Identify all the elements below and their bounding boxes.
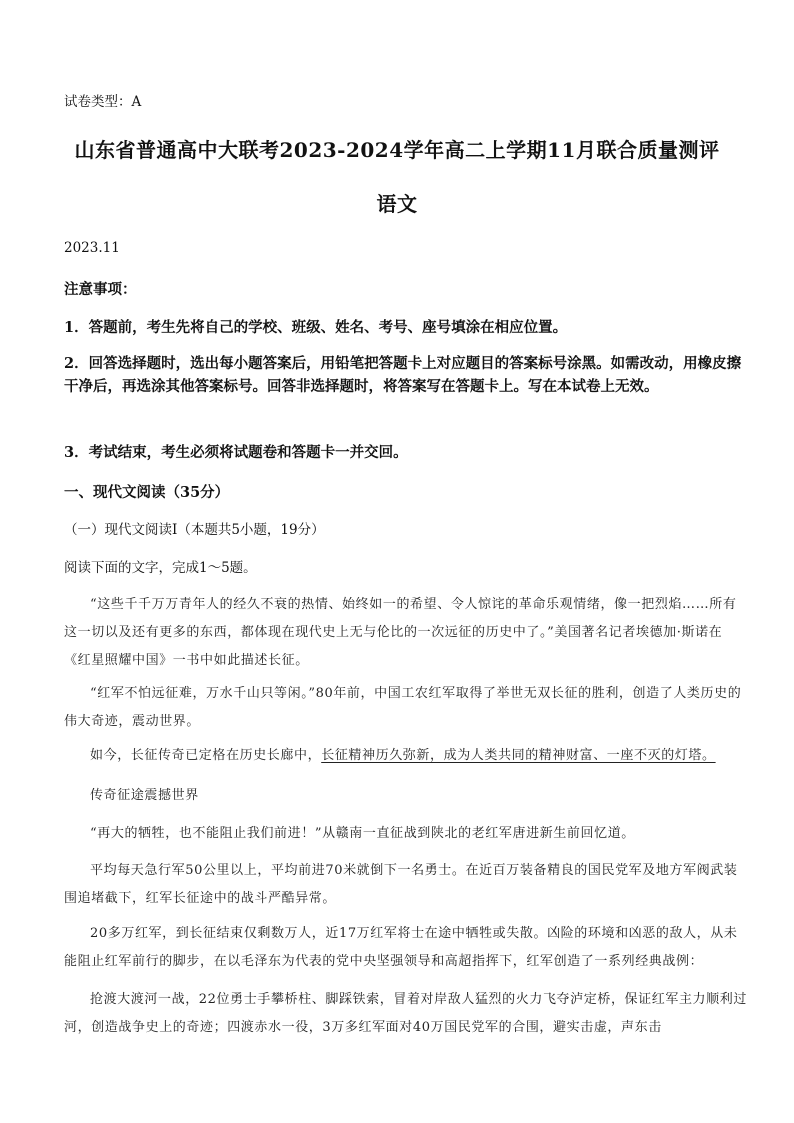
note-item-1: 1．答题前，考生先将自己的学校、班级、姓名、考号、座号填涂在相应位置。 (64, 319, 568, 336)
passage-paragraph: 抢渡大渡河一战，22位勇士手攀桥柱、脚踩铁索，冒着对岸敌人猛烈的火力飞夺泸定桥，保证红军主力顺利过河，创造战争史上的奇迹；四渡赤水一役，3万多红军面对40万国民党军的合围，避实击虚，声东击 (64, 992, 747, 1035)
passage-paragraph: “再大的牺牲，也不能阻止我们前进！”从赣南一直征战到陕北的老红军唐进新生前回忆道。 (90, 826, 635, 841)
passage-paragraph: “这些千千万万青年人的经久不衰的热情、始终如一的希望、令人惊诧的革命乐观情绪，像一把烈焰……所有这一切以及还有更多的东西，都体现在现代史上无与伦比的一次远征的历史中了。”美国著名记者埃德加·斯诺在《红星照耀中国》一书中如此描述长征。 (64, 597, 737, 668)
exam-date: 2023.11 (64, 240, 120, 256)
notes-heading: 注意事项： (64, 281, 137, 298)
passage-subheading: 传奇征途震撼世界 (90, 788, 199, 803)
reading-instruction: 阅读下面的文字，完成1～5题。 (64, 560, 257, 576)
underlined-sentence: 长征精神历久弥新，成为人类共同的精神财富、一座不灭的灯塔。 (321, 748, 716, 763)
paper-type-label: 试卷类型：A (64, 94, 142, 110)
exam-title: 山东省普通高中大联考2023-2024学年高二上学期11月联合质量测评 (74, 138, 720, 162)
passage-paragraph: 20多万红军，到长征结束仅剩数万人，近17万红军将士在途中牺牲或失散。凶险的环境和凶恶的敌人，从未能阻止红军前行的脚步，在以毛泽东为代表的党中央坚强领导和高超指挥下，红军创造了一系列经典战例： (64, 926, 738, 969)
sub-section-heading: （一）现代文阅读Ⅰ（本题共5小题，19分） (64, 522, 325, 538)
passage-paragraph: 平均每天急行军50公里以上，平均前进70米就倒下一名勇士。在近百万装备精良的国民党军及地方军阀武装围追堵截下，红军长征途中的战斗严酷异常。 (64, 863, 738, 906)
subject-title: 语文 (376, 192, 418, 216)
section-heading: 一、现代文阅读（35分） (64, 484, 230, 501)
paragraph-text: 如今，长征传奇已定格在历史长廊中， (90, 748, 322, 763)
note-item-3: 3．考试结束，考生必须将试题卷和答题卡一并交回。 (64, 444, 408, 461)
passage-paragraph: “红军不怕远征难，万水千山只等闲。”80年前，中国工农红军取得了举世无双长征的胜利，创造了人类历史的伟大奇迹，震动世界。 (64, 686, 742, 729)
passage-paragraph (90, 742, 750, 770)
note-item-2: 2．回答选择题时，选出每小题答案后，用铅笔把答题卡上对应题目的答案标号涂黑。如需改动，用橡皮擦干净后，再选涂其他答案标号。回答非选择题时，将答案写在答题卡上。写在本试卷上无效。 (64, 355, 742, 395)
